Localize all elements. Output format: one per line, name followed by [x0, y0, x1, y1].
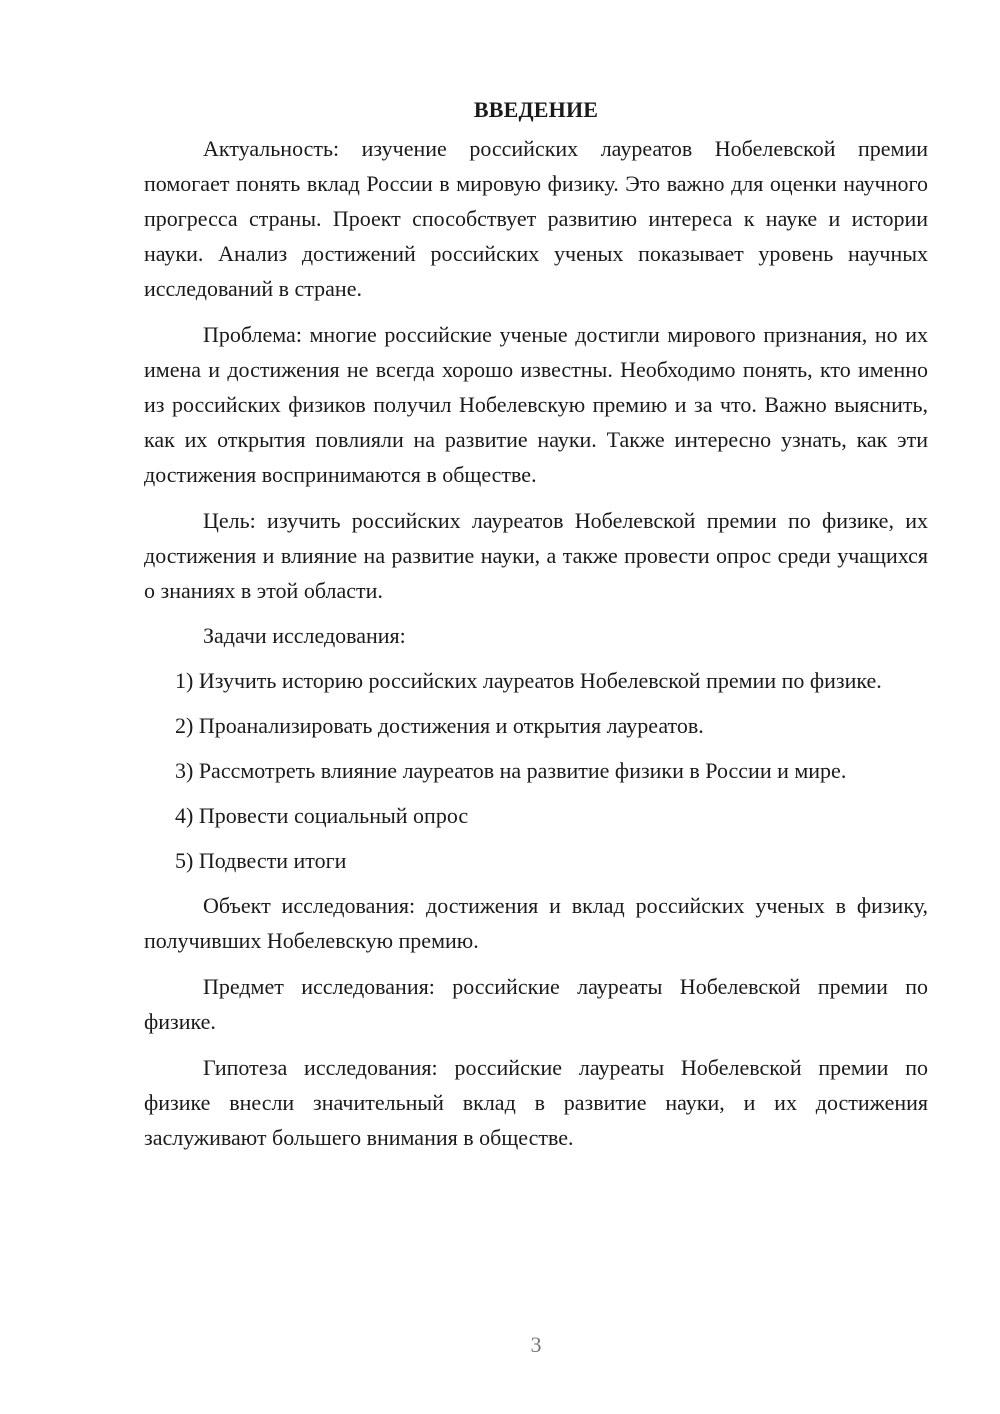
task-item-1: 1) Изучить историю российских лауреатов Нобелевской премии по физике. — [175, 668, 882, 693]
task-item-4: 4) Провести социальный опрос — [175, 803, 469, 828]
task-item-3: 3) Рассмотреть влияние лауреатов на развитие физики в России и мире. — [175, 758, 847, 783]
task-item-2: 2) Проанализировать достижения и открытия лауреатов. — [175, 713, 704, 738]
page-title: ВВЕДЕНИЕ — [473, 97, 599, 122]
document-page — [144, 92, 928, 1155]
task-item-5: 5) Подвести итоги — [175, 848, 347, 873]
goal-paragraph: Цель: изучить российских лауреатов Нобелевской премии по физике, их достижения и влияние на развитие науки, а также провести опрос среди учащихся о знаниях в этой области. — [144, 508, 928, 603]
relevance-paragraph: Актуальность: изучение российских лауреатов Нобелевской премии помогает понять вклад России в мировую физику. Это важно для оценки научного прогресса страны. Проект способствует развитию интереса к науке и истории науки. Анализ достижений российских ученых показывает уровень научных исследований в стране. — [144, 136, 928, 301]
page-number: 3 — [530, 1332, 542, 1357]
subject-paragraph: Предмет исследования: российские лауреаты Нобелевской премии по физике. — [144, 974, 928, 1034]
hypothesis-paragraph: Гипотеза исследования: российские лауреаты Нобелевской премии по физике внесли значительный вклад в развитие науки, и их достижения заслуживают большего внимания в обществе. — [144, 1055, 928, 1150]
problem-paragraph: Проблема: многие российские ученые достигли мирового признания, но их имена и достижения не всегда хорошо известны. Необходимо понять, кто именно из российских физиков получил Нобелевскую премию и за что. Важно выяснить, как их открытия повлияли на развитие науки. Также интересно узнать, как эти достижения воспринимаются в обществе. — [144, 322, 928, 487]
tasks-heading: Задачи исследования: — [203, 623, 406, 648]
object-paragraph: Объект исследования: достижения и вклад российских ученых в физику, получивших Нобелевскую премию. — [144, 893, 928, 953]
